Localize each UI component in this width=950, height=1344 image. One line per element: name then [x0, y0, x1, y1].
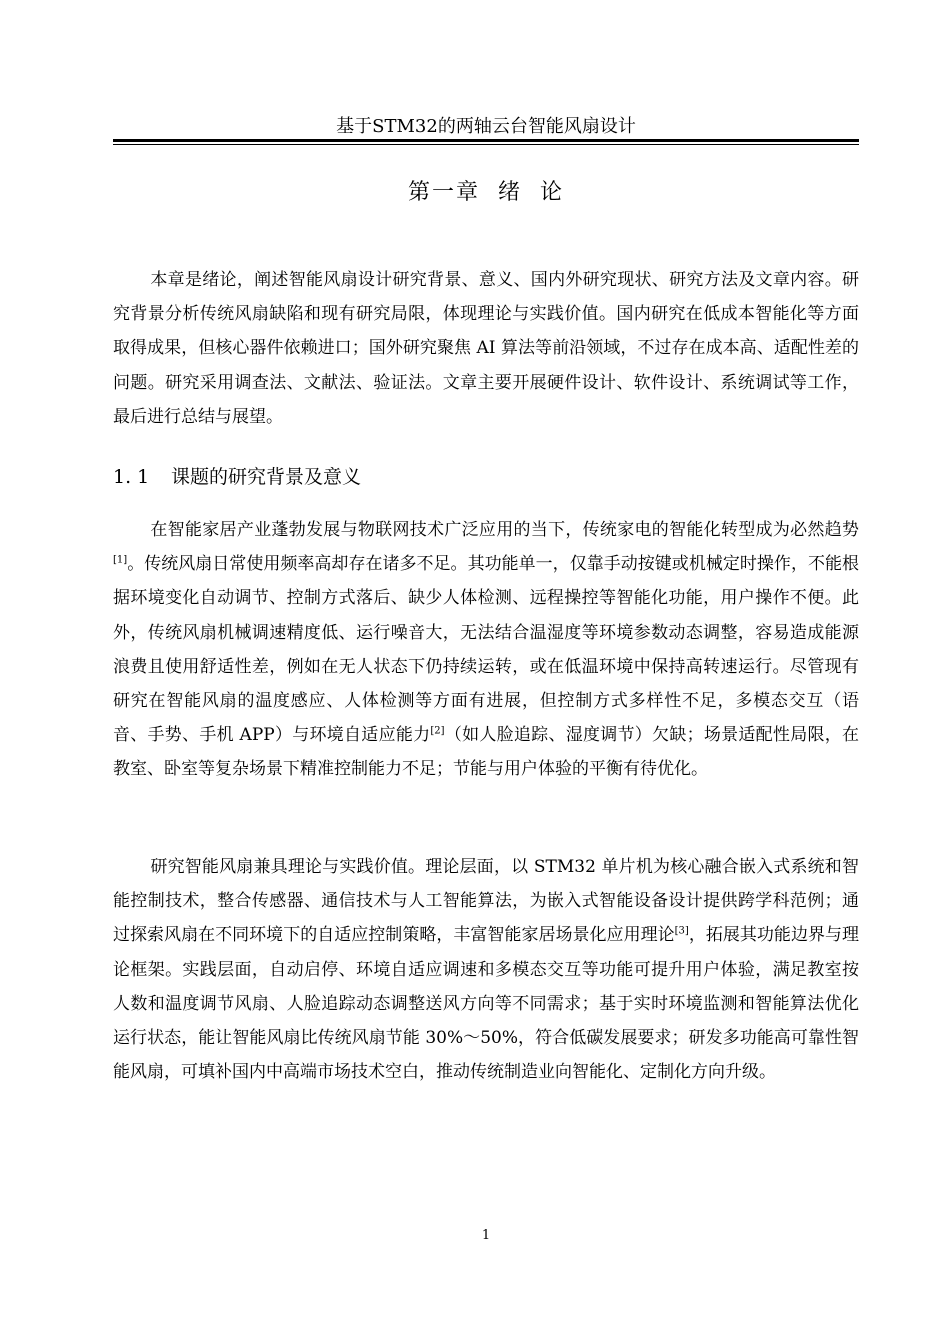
header-rule-thick — [113, 139, 859, 142]
section-title: 课题的研究背景及意义 — [171, 466, 362, 488]
section-heading — [113, 461, 859, 493]
background-text-2: 。传统风扇日常使用频率高却存在诸多不足。其功能单一，仅靠手动按键或机械定时操作，不能根据环境变化自动调节、控制方式落后、缺少人体检测、远程操控等智能化功能，用户操作不便。此外，传统风扇机械调速精度低、运行噪音大，无法结合温湿度等环境参数动态调整，容易造成能源浪费且使用舒适性差，例如在无人状态下仍持续运转，或在低温环境中保持高转速运行。尽管现有研究在智能风扇的温度感应、人体检测等方面有进展，但控制方式多样性不足，多模态交互（语音、手势、手机 APP）与环境自适应能力 — [113, 554, 859, 746]
page-number: 1 — [481, 1228, 491, 1243]
running-header-title: 基于STM32的两轴云台智能风扇设计 — [336, 116, 636, 137]
citation-1: [1] — [113, 554, 128, 566]
section-number: 1. 1 — [113, 466, 150, 488]
significance-text-2: ，拓展其功能边界与理论框架。实践层面，自动启停、环境自适应调速和多模态交互等功能可提升用户体验，满足教室按人数和温度调节风扇、人脸追踪动态调整送风方向等不同需求；基于实时环境监测和智能算法优化运行状态，能让智能风扇比传统风扇节能 30%～50%，符合低碳发展要求；研发多功能高可靠性智能风扇，可填补国内中高端市场技术空白，推动传统制造业向智能化、定制化方向升级。 — [113, 925, 860, 1083]
background-text-3: （如人脸追踪、湿度调节）欠缺；场景适配性局限，在教室、卧室等复杂场景下精准控制能力不足；节能与用户体验的平衡有待优化。 — [113, 725, 859, 780]
background-paragraph — [113, 513, 859, 787]
citation-2: [2] — [430, 725, 445, 737]
chapter-title: 第一章 绪 论 — [408, 180, 564, 205]
background-text-1: 在智能家居产业蓬勃发展与物联网技术广泛应用的当下，传统家电的智能化转型成为必然趋势 — [150, 520, 859, 540]
header-rule-thin — [113, 144, 859, 145]
citation-3: [3] — [674, 925, 689, 937]
significance-text-1: 研究智能风扇兼具理论与实践价值。理论层面，以 STM32 单片机为核心融合嵌入式系统和智能控制技术，整合传感器、通信技术与人工智能算法，为嵌入式智能设备设计提供跨学科范例；通过探索风扇在不同环境下的自适应控制策略，丰富智能家居场景化应用理论 — [113, 857, 859, 946]
intro-paragraph: 本章是绪论，阐述智能风扇设计研究背景、意义、国内外研究现状、研究方法及文章内容。研究背景分析传统风扇缺陷和现有研究局限，体现理论与实践价值。国内研究在低成本智能化等方面取得成果，但核心器件依赖进口；国外研究聚焦 AI 算法等前沿领域，不过存在成本高、适配性差的问题。研究采用调查法、文献法、验证法。文章主要开展硬件设计、软件设计、系统调试等工作，最后进行总结与展望。 — [113, 270, 859, 427]
significance-paragraph — [113, 850, 859, 1089]
